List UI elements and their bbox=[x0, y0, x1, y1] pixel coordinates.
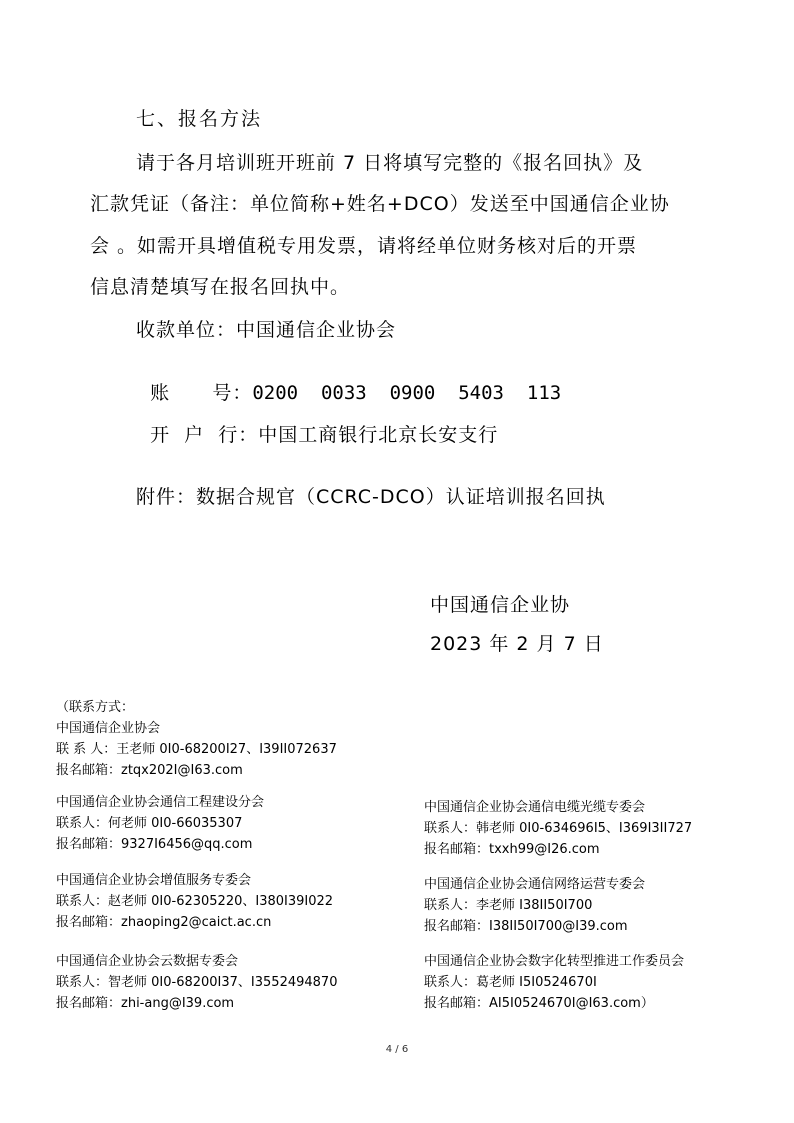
contact-right-1 bbox=[424, 797, 692, 860]
contact-main-block bbox=[56, 697, 337, 781]
contact-email: 报名邮箱：I38II50I700@I39.com bbox=[424, 919, 628, 934]
contact-left-2 bbox=[56, 870, 333, 933]
paragraph-line-4: 信息清楚填写在报名回执中。 bbox=[90, 276, 351, 298]
contact-person: 联系人：韩老师 0I0-634696I5、I369I3II727 bbox=[424, 821, 693, 836]
signature-date: 2023 年 2 月 7 日 bbox=[430, 633, 604, 655]
contact-person: 联系人：葛老师 I5I0524670I bbox=[424, 975, 597, 990]
contact-org: 中国通信企业协会增值服务专委会 bbox=[56, 873, 252, 888]
contact-email: 报名邮箱：AI5I0524670I@I63.com） bbox=[424, 996, 654, 1011]
contact-left-3 bbox=[56, 951, 337, 1014]
contact-intro: （联系方式： bbox=[56, 700, 135, 715]
contact-left-1 bbox=[56, 792, 264, 855]
attachment-line: 附件：数据合规官（CCRC-DCO）认证培训报名回执 bbox=[136, 486, 606, 508]
contact-person: 联系人：智老师 0I0-68200I37、I3552494870 bbox=[56, 975, 338, 990]
contact-email: 报名邮箱：zhaoping2@caict.ac.cn bbox=[56, 915, 272, 930]
account-value: 0200 0033 0900 5403 113 bbox=[252, 382, 562, 404]
bank-label: 开 户 行： bbox=[150, 424, 259, 446]
contact-org: 中国通信企业协会云数据专委会 bbox=[56, 954, 239, 969]
contact-right-2 bbox=[424, 874, 645, 937]
contact-org: 中国通信企业协会通信网络运营专委会 bbox=[424, 877, 646, 892]
paragraph-line-1: 请于各月培训班开班前 7 日将填写完整的《报名回执》及 bbox=[136, 152, 644, 174]
account-label: 账 号： bbox=[150, 382, 253, 404]
contact-person: 联系人：赵老师 0I0-62305220、I380I39I022 bbox=[56, 894, 334, 909]
contact-right-3 bbox=[424, 951, 684, 1014]
contact-email: 报名邮箱：txxh99@I26.com bbox=[424, 842, 600, 857]
contact-org: 中国通信企业协会通信工程建设分会 bbox=[56, 795, 265, 810]
paragraph-line-2: 汇款凭证（备注：单位简称+姓名+DCO）发送至中国通信企业协 bbox=[90, 193, 670, 215]
paragraph-line-3: 会 。如需开具增值税专用发票，请将经单位财务核对后的开票 bbox=[90, 235, 638, 257]
contact-org: 中国通信企业协会数字化转型推进工作委员会 bbox=[424, 954, 685, 969]
bank-value: 中国工商银行北京长安支行 bbox=[258, 424, 499, 446]
payee-row bbox=[136, 315, 396, 342]
contact-main-email: 报名邮箱：ztqx202I@I63.com bbox=[56, 763, 243, 778]
contact-org: 中国通信企业协会通信电缆光缆专委会 bbox=[424, 800, 646, 815]
payee-label: 收款单位： bbox=[136, 319, 237, 341]
contact-main-org: 中国通信企业协会 bbox=[56, 721, 161, 736]
contact-person: 联系人：李老师 I38II50I700 bbox=[424, 898, 593, 913]
contact-email: 报名邮箱：zhi-ang@I39.com bbox=[56, 996, 235, 1011]
signature-org: 中国通信企业协 bbox=[430, 594, 571, 616]
bank-row bbox=[136, 398, 498, 447]
payee-value: 中国通信企业协会 bbox=[236, 319, 397, 341]
contact-person: 联系人：何老师 0I0-66035307 bbox=[56, 816, 243, 831]
section-heading: 七、报名方法 bbox=[136, 108, 263, 130]
contact-main-person: 联 系 人：王老师 0I0-68200I27、I39II072637 bbox=[56, 742, 337, 757]
contact-email: 报名邮箱：9327I6456@qq.com bbox=[56, 837, 253, 852]
page-number: 4 / 6 bbox=[385, 1044, 409, 1055]
